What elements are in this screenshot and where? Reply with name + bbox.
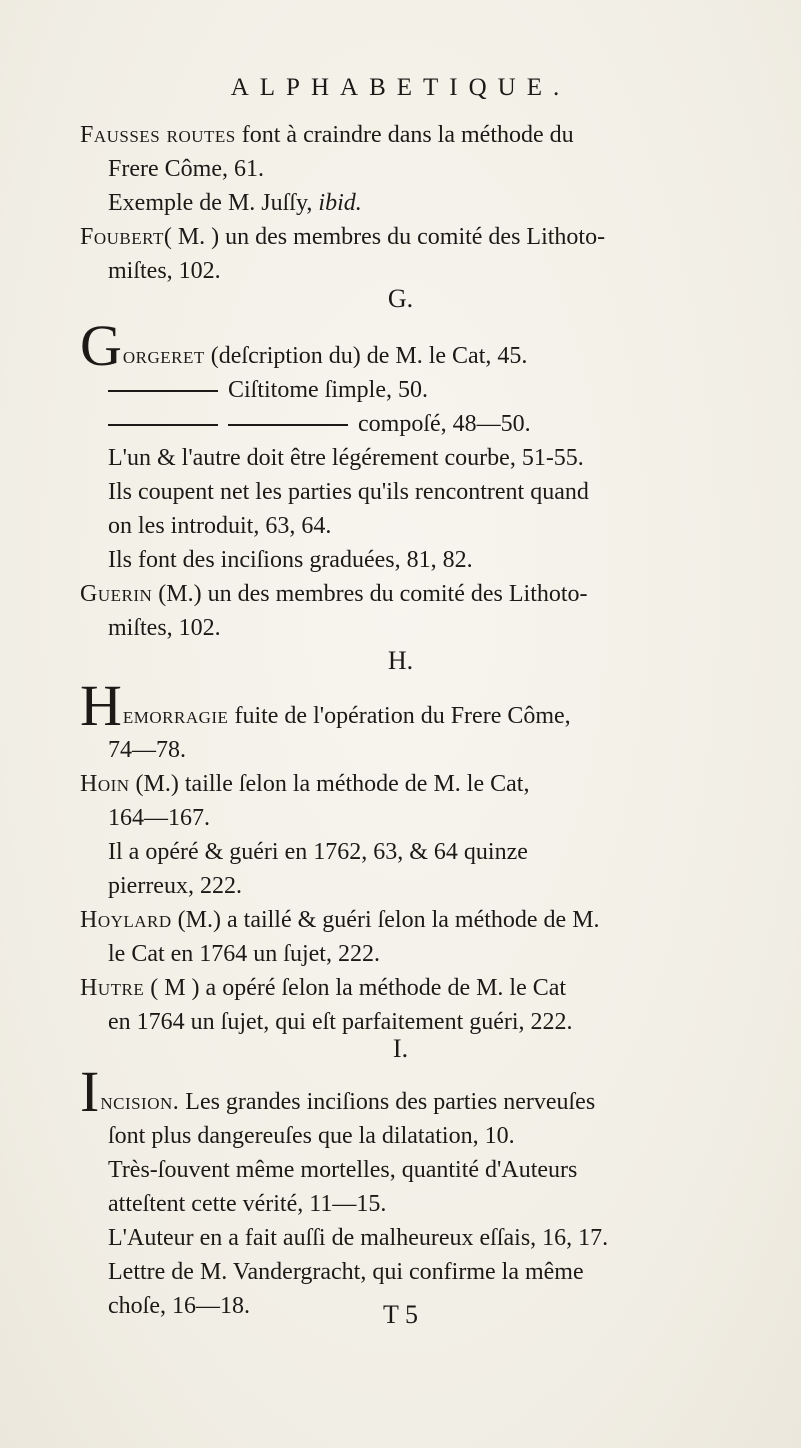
entry-text: Les grandes inciſions des parties nerveuſes (179, 1089, 596, 1115)
entry-line (80, 767, 770, 801)
entry-line: L'un & l'autre doit être légérement courbe, 51-55. (108, 445, 584, 471)
ditto-dash (108, 424, 218, 426)
entry-line: miſtes, 102. (108, 615, 221, 641)
entry-text: Ciſtitome ſimple, 50. (228, 377, 428, 403)
entry-text: ( M ) a opéré ſelon la méthode de M. le Cat (144, 975, 567, 1001)
headword: Hoin (80, 771, 130, 797)
entry-text: (M.) un des membres du comité des Lithoto- (152, 581, 588, 607)
entry-line: 74—78. (108, 737, 186, 763)
entry-text: ibid. (318, 190, 362, 216)
headword: Fausses routes (80, 122, 236, 148)
index-block-i (80, 1059, 770, 1323)
entry-line: Ils coupent net les parties qu'ils rencontrent quand (108, 479, 589, 505)
entry-line (80, 313, 770, 378)
entry-line (80, 577, 770, 611)
entry-line: Ils font des inciſions graduées, 81, 82. (108, 547, 473, 573)
entry-line: le Cat en 1764 un ſujet, 222. (108, 941, 380, 967)
drop-cap: I (80, 1059, 100, 1124)
entry-line: Très-ſouvent même mortelles, quantité d'Auteurs (108, 1157, 578, 1183)
entry-text: (M.) taille ſelon la méthode de M. le Cat, (129, 771, 530, 797)
running-header: ALPHABETIQUE. (230, 74, 571, 101)
entry-line: Il a opéré & guéri en 1762, 63, & 64 quinze (108, 839, 528, 865)
headword: orgeret (122, 343, 205, 369)
entry-line (80, 673, 770, 738)
entry-line: miſtes, 102. (108, 258, 221, 284)
entry-line: en 1764 un ſujet, qui eſt parfaitement guéri, 222. (108, 1009, 573, 1035)
entry-text: Exemple de M. Juſſy, (108, 190, 319, 216)
section-letter-h: H. (387, 646, 414, 675)
drop-cap: H (80, 673, 122, 738)
headword: Foubert (80, 224, 164, 250)
ditto-dash (228, 424, 348, 426)
section-letter-g: G. (387, 284, 414, 313)
section-letter-i: I. (392, 1034, 409, 1063)
entry-line (80, 903, 770, 937)
entry-text: (deſcription du) de M. le Cat, 45. (204, 343, 528, 369)
headword: emorragie (122, 703, 229, 729)
entry-line: atteſtent cette vérité, 11—15. (108, 1191, 387, 1217)
drop-cap: G (80, 313, 122, 378)
entry-line: on les introduit, 63, 64. (108, 513, 332, 539)
entry-line (80, 971, 770, 1005)
entry-text: fuite de l'opération du Frere Côme, (228, 703, 571, 729)
entry-line (80, 118, 770, 152)
headword: Hutre (80, 975, 145, 1001)
entry-text: ( M. ) un des membres du comité des Lithoto- (163, 224, 606, 250)
entry-line: 164—167. (108, 805, 210, 831)
entry-line: choſe, 16—18. (108, 1293, 250, 1319)
headword: ncision. (100, 1089, 180, 1115)
headword: Guerin (80, 581, 153, 607)
entry-text: font à craindre dans la méthode du (235, 122, 574, 148)
entry-line (80, 407, 770, 441)
entry-text: compoſé, 48—50. (358, 411, 531, 437)
ditto-dash (108, 390, 218, 392)
entry-line: Lettre de M. Vandergracht, qui confirme la même (108, 1259, 584, 1285)
entry-text: (M.) a taillé & guéri ſelon la méthode de M. (171, 907, 600, 933)
entry-line: pierreux, 222. (108, 873, 242, 899)
entry-line (80, 220, 770, 254)
index-block-f (80, 118, 770, 288)
headword: Hoylard (80, 907, 172, 933)
entry-line: L'Auteur en a fait auſſi de malheureux eſſais, 16, 17. (108, 1225, 609, 1251)
entry-line: ſont plus dangereuſes que la dilatation, 10. (108, 1123, 515, 1149)
index-block-h (80, 673, 770, 1039)
entry-line: Frere Côme, 61. (108, 156, 264, 182)
signature-mark: T 5 (383, 1300, 418, 1329)
entry-line (80, 186, 770, 220)
entry-line (80, 373, 770, 407)
index-block-g (80, 313, 770, 645)
entry-line (80, 1059, 770, 1124)
